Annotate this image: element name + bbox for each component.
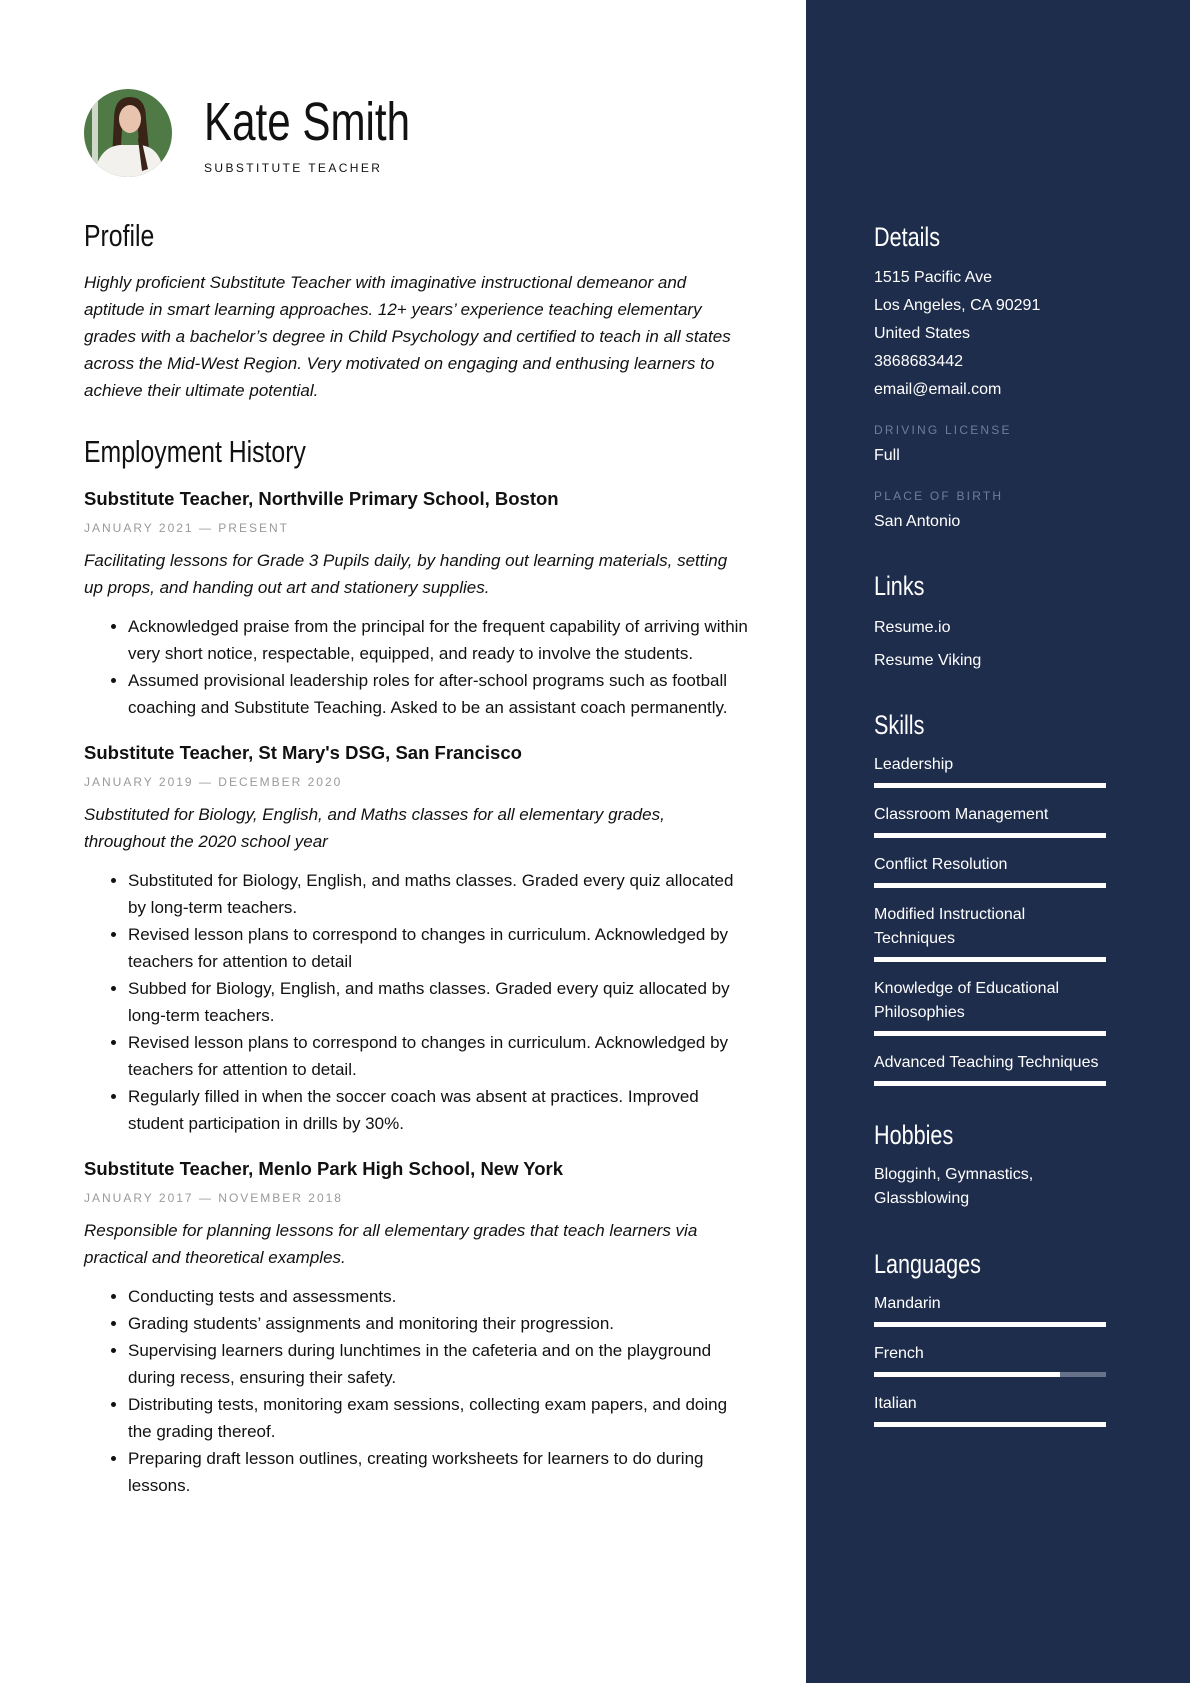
- job-bullets: [84, 867, 753, 1137]
- job-title: Substitute Teacher, St Mary's DSG, San Francisco: [84, 742, 522, 763]
- bullet-item: • Grading students’ assignments and monitoring their progression.: [128, 1310, 753, 1337]
- skill-name: Conflict Resolution: [874, 856, 1008, 873]
- sidebar: [806, 0, 1190, 1683]
- language-name: French: [874, 1345, 924, 1362]
- skill-item: [874, 751, 1106, 788]
- bullet-item: • Assumed provisional leadership roles for after-school programs such as football coaching and Substitute Teaching. Asked to be an assistant coach permanently.: [128, 667, 753, 721]
- skills-list: [874, 751, 1106, 1086]
- job-bullets: [84, 613, 753, 721]
- link-resume-viking[interactable]: Resume Viking: [874, 652, 982, 669]
- details-heading: Details: [874, 222, 941, 252]
- bullet-item: • Conducting tests and assessments.: [128, 1283, 753, 1310]
- skill-name: Knowledge of Educational Philosophies: [874, 980, 1060, 1021]
- language-level-bar: [874, 1422, 1106, 1427]
- bullet-item: • Subbed for Biology, English, and maths classes. Graded every quiz allocated by long-term teachers.: [128, 975, 753, 1029]
- bullet-item: • Acknowledged praise from the principal for the frequent capability of arriving within very short notice, respectable, equipped, and ready to involve the students.: [128, 613, 753, 667]
- city-line: Los Angeles, CA 90291: [874, 297, 1041, 314]
- language-item: [874, 1290, 1106, 1327]
- job-date: JANUARY 2019 — DECEMBER 2020: [84, 775, 343, 789]
- job-title: Substitute Teacher, Menlo Park High School, New York: [84, 1158, 564, 1179]
- hobbies-text: Blogginh, Gymnastics, Glassblowing: [874, 1166, 1034, 1207]
- skill-level-bar: [874, 1081, 1106, 1086]
- skill-level-fill: [874, 957, 1106, 962]
- main-column: [84, 0, 750, 1499]
- skill-item: [874, 851, 1106, 888]
- driving-license-value: Full: [874, 447, 900, 464]
- skill-name: Advanced Teaching Techniques: [874, 1054, 1099, 1071]
- job-date: JANUARY 2017 — NOVEMBER 2018: [84, 1191, 343, 1205]
- bullet-item: • Preparing draft lesson outlines, creating worksheets for learners to do during lessons.: [128, 1445, 753, 1499]
- job-date: JANUARY 2021 — PRESENT: [84, 521, 289, 535]
- language-level-bar: [874, 1372, 1106, 1377]
- place-of-birth-value: San Antonio: [874, 513, 961, 530]
- skill-level-fill: [874, 833, 1106, 838]
- place-of-birth-label: PLACE OF BIRTH: [874, 489, 1004, 503]
- address-line: 1515 Pacific Ave: [874, 269, 993, 286]
- driving-license-label: DRIVING LICENSE: [874, 423, 1012, 437]
- employment-heading: Employment History: [84, 434, 306, 469]
- skill-level-bar: [874, 883, 1106, 888]
- candidate-name: Kate Smith: [204, 92, 411, 152]
- skill-item: [874, 1049, 1106, 1086]
- skills-heading: Skills: [874, 710, 925, 740]
- language-level-fill: [874, 1372, 1060, 1377]
- skill-level-fill: [874, 883, 1106, 888]
- skill-level-bar: [874, 783, 1106, 788]
- email-link[interactable]: email@email.com: [874, 381, 1002, 398]
- job-bullets: [84, 1283, 753, 1499]
- country-line: United States: [874, 325, 971, 342]
- language-item: [874, 1340, 1106, 1377]
- skill-item: [874, 901, 1106, 962]
- skill-level-bar: [874, 957, 1106, 962]
- language-item: [874, 1390, 1106, 1427]
- skill-name: Leadership: [874, 756, 954, 773]
- profile-heading: Profile: [84, 218, 155, 253]
- bullet-item: • Supervising learners during lunchtimes in the cafeteria and on the playground during recess, ensuring their safety.: [128, 1337, 753, 1391]
- bullet-item: • Distributing tests, monitoring exam sessions, collecting exam papers, and doing the grading thereof.: [128, 1391, 753, 1445]
- links-heading: Links: [874, 571, 925, 601]
- skill-level-bar: [874, 1031, 1106, 1036]
- job-description: Facilitating lessons for Grade 3 Pupils daily, by handing out learning materials, setting up props, and handing out art and stationery supplies.: [84, 550, 728, 597]
- skill-level-fill: [874, 783, 1106, 788]
- link-resume-io[interactable]: Resume.io: [874, 619, 951, 636]
- bullet-item: • Revised lesson plans to correspond to changes in curriculum. Acknowledged by teachers for attention to detail: [128, 921, 753, 975]
- languages-heading: Languages: [874, 1249, 981, 1279]
- bullet-item: • Revised lesson plans to correspond to changes in curriculum. Acknowledged by teachers for attention to detail.: [128, 1029, 753, 1083]
- phone: 3868683442: [874, 353, 963, 370]
- skill-name: Modified Instructional Techniques: [874, 906, 1026, 947]
- skill-level-bar: [874, 833, 1106, 838]
- job-list: [84, 485, 750, 1499]
- language-level-bar: [874, 1322, 1106, 1327]
- languages-list: [874, 1290, 1106, 1427]
- job-title: SUBSTITUTE TEACHER: [204, 161, 383, 175]
- hobbies-heading: Hobbies: [874, 1120, 954, 1150]
- skill-item: [874, 801, 1106, 838]
- skill-item: [874, 975, 1106, 1036]
- skill-level-fill: [874, 1081, 1106, 1086]
- language-name: Mandarin: [874, 1295, 941, 1312]
- language-level-fill: [874, 1422, 1106, 1427]
- job-description: Substituted for Biology, English, and Maths classes for all elementary grades, throughout the 2020 school year: [84, 804, 665, 851]
- bullet-item: • Regularly filled in when the soccer coach was absent at practices. Improved student participation in drills by 30%.: [128, 1083, 753, 1137]
- skill-name: Classroom Management: [874, 806, 1049, 823]
- bullet-item: • Substituted for Biology, English, and maths classes. Graded every quiz allocated by long-term teachers.: [128, 867, 753, 921]
- skill-level-fill: [874, 1031, 1106, 1036]
- profile-text: Highly proficient Substitute Teacher with imaginative instructional demeanor and aptitude in smart learning approaches. 12+ years’ experience teaching elementary grades with a bachelor’s degree in Child Psychology and certified to teach in all states across the Mid-West Region. Very motivated on engaging and enthusing learners to achieve their ultimate potential.: [84, 273, 731, 400]
- job-title: Substitute Teacher, Northville Primary School, Boston: [84, 488, 559, 509]
- job-description: Responsible for planning lessons for all elementary grades that teach learners via practical and theoretical examples.: [84, 1220, 698, 1267]
- language-name: Italian: [874, 1395, 917, 1412]
- language-level-fill: [874, 1322, 1106, 1327]
